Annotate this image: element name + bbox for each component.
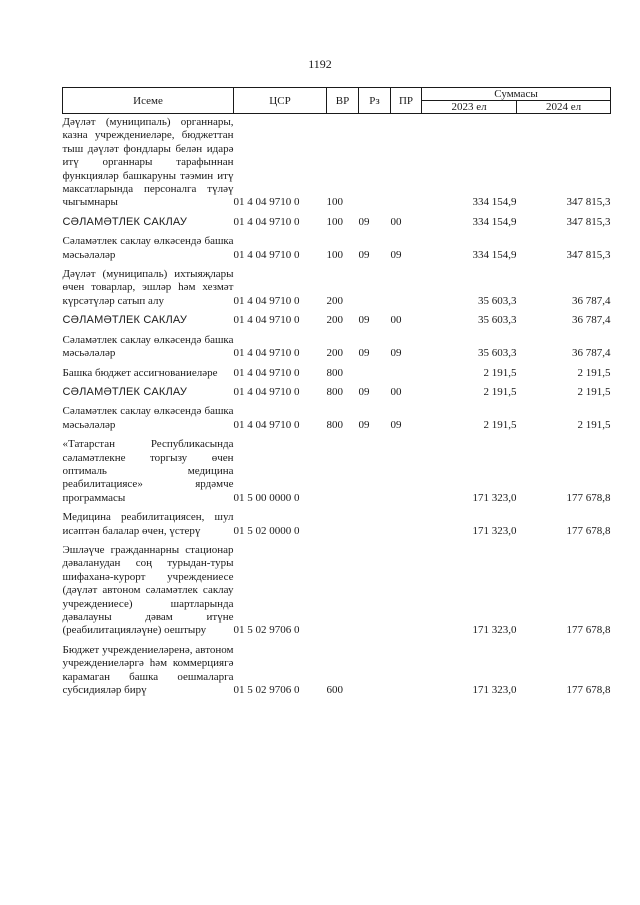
row-sum-2024: 36 787,4 [572,347,611,360]
table-body [63,114,611,702]
header-rz: Рз [359,88,391,114]
row-csr: 01 5 02 0000 0 [233,524,300,537]
row-rz [359,542,391,642]
table-row [63,365,611,384]
row-name: СӘЛАМӘТЛЕК САКЛАУ [62,314,188,327]
row-name: Сәламәтлек саклау өлкәсендә башка мәсьәләләр [62,235,234,261]
table-row [63,403,611,436]
header-csr: ЦСР [234,88,327,114]
row-vr: 100 [326,196,343,209]
row-pr: 09 [390,418,402,431]
table-row [63,384,611,403]
row-pr [391,542,422,642]
row-csr: 01 5 02 9706 0 [233,624,300,637]
header-year-2023: 2023 ел [422,101,517,114]
row-vr: 200 [326,294,343,307]
table-row [63,332,611,365]
row-rz: 09 [358,248,370,261]
row-vr: 800 [326,418,343,431]
row-name: Бюджет учреждениеләренә, автоном учреждениеләргә һәм коммерциягә карамаган башка оешмаларга субсидияләр бирү [62,643,234,697]
row-csr: 01 4 04 9710 0 [233,366,300,379]
row-sum-2023: 2 191,5 [483,385,517,398]
row-csr: 01 4 04 9710 0 [233,418,300,431]
budget-table [62,87,611,701]
row-rz: 09 [358,418,370,431]
table-row [63,214,611,233]
row-csr: 01 4 04 9710 0 [233,248,300,261]
row-rz: 09 [358,347,370,360]
row-rz [359,114,391,214]
row-name: СӘЛАМӘТЛЕК САКЛАУ [62,215,188,228]
row-name: Эшләүче гражданнарны стационар дәваланудан соң турыдан-туры шифаханә-курорт учреждениесе (дәүләт автоном сәламәтлек саклау учреждениесе) шартларында дәвалауны дәвам итүне (реабилитацияләүне) оештыру [62,543,234,637]
row-vr: 200 [326,347,343,360]
row-name: Сәламәтлек саклау өлкәсендә башка мәсьәләләр [62,405,234,431]
row-sum-2024: 2 191,5 [577,385,611,398]
row-csr: 01 4 04 9710 0 [233,215,300,228]
row-vr: 100 [326,215,343,228]
row-csr: 01 4 04 9710 0 [233,314,300,327]
row-name: СӘЛАМӘТЛЕК САКЛАУ [62,385,188,398]
table-row [63,642,611,702]
row-pr [391,509,422,542]
table-row [63,542,611,642]
row-csr: 01 4 04 9710 0 [233,294,300,307]
row-pr [391,365,422,384]
row-name: «Татарстан Республикасында сәламәтлекне торгызу өчен оптималь медицина реабилитациясе» ярдәмче программасы [62,438,234,504]
row-name: Медицина реабилитациясен, шул исәптән балалар өчен, үстерү [62,511,234,537]
row-sum-2023: 35 603,3 [478,347,517,360]
table-row [63,312,611,331]
row-sum-2023: 171 323,0 [472,684,517,697]
row-name: Сәламәтлек саклау өлкәсендә башка мәсьәләләр [62,333,234,360]
row-vr: 200 [326,314,343,327]
row-csr: 01 5 00 0000 0 [233,491,300,504]
row-sum-2024: 36 787,4 [572,294,611,307]
row-pr: 09 [390,248,402,261]
row-rz [359,509,391,542]
page-number: 1192 [308,57,332,71]
row-pr [391,436,422,509]
row-csr: 01 4 04 9710 0 [233,347,300,360]
row-sum-2023: 2 191,5 [483,418,517,431]
row-vr [327,542,359,642]
table-row [63,436,611,509]
row-rz [359,266,391,312]
row-pr [391,114,422,214]
header-vr: ВР [327,88,359,114]
table-row [63,509,611,542]
row-sum-2024: 2 191,5 [577,366,611,379]
table-row [63,233,611,266]
row-rz [359,436,391,509]
table-header [63,88,611,114]
row-sum-2024: 177 678,8 [566,524,611,537]
row-name: Дәүләт (муниципаль) ихтыяҗлары өчен товарлар, эшләр һәм хезмәт күрсәтүләр сатып алу [62,268,234,307]
row-sum-2024: 177 678,8 [566,491,611,504]
row-csr: 01 5 02 9706 0 [233,684,300,697]
row-rz [359,642,391,702]
row-vr: 600 [326,684,343,697]
row-sum-2023: 35 603,3 [478,314,517,327]
row-vr: 800 [326,385,343,398]
row-pr: 00 [390,385,402,398]
row-csr: 01 4 04 9710 0 [233,385,300,398]
row-pr [391,266,422,312]
row-sum-2023: 334 154,9 [472,196,517,209]
row-sum-2023: 334 154,9 [472,215,517,228]
row-name: Башка бюджет ассигнованиеләре [62,366,218,379]
row-csr: 01 4 04 9710 0 [233,196,300,209]
row-sum-2023: 171 323,0 [472,524,517,537]
table-row [63,114,611,214]
row-pr: 09 [390,347,402,360]
row-vr [327,436,359,509]
row-sum-2024: 347 815,3 [566,196,611,209]
table-row [63,266,611,312]
row-sum-2024: 347 815,3 [566,215,611,228]
row-sum-2023: 334 154,9 [472,248,517,261]
header-name: Исеме [63,88,234,114]
row-rz: 09 [358,314,370,327]
row-sum-2024: 177 678,8 [566,684,611,697]
row-sum-2023: 171 323,0 [472,491,517,504]
row-vr: 100 [326,248,343,261]
row-sum-2024: 177 678,8 [566,624,611,637]
row-vr: 800 [326,366,343,379]
row-rz: 09 [358,385,370,398]
row-sum-2023: 35 603,3 [478,294,517,307]
row-sum-2024: 36 787,4 [572,314,611,327]
row-rz [359,365,391,384]
header-sums: Суммасы [422,88,611,101]
row-rz: 09 [358,215,370,228]
header-year-2024: 2024 ел [517,101,611,114]
header-pr: ПР [391,88,422,114]
row-sum-2023: 2 191,5 [483,366,517,379]
row-pr: 00 [390,314,402,327]
row-pr: 00 [390,215,402,228]
row-sum-2024: 2 191,5 [577,418,611,431]
row-name: Дәүләт (муниципаль) органнары, казна учреждениеләре, бюджеттан тыш дәүләт фондлары белән идарә итү органнары тарафыннан функцияләр башкаруны тәэмин итү максатларында персоналга түләү чыгымнары [62,116,234,209]
row-sum-2024: 347 815,3 [566,248,611,261]
row-sum-2023: 171 323,0 [472,624,517,637]
row-pr [391,642,422,702]
row-vr [327,509,359,542]
